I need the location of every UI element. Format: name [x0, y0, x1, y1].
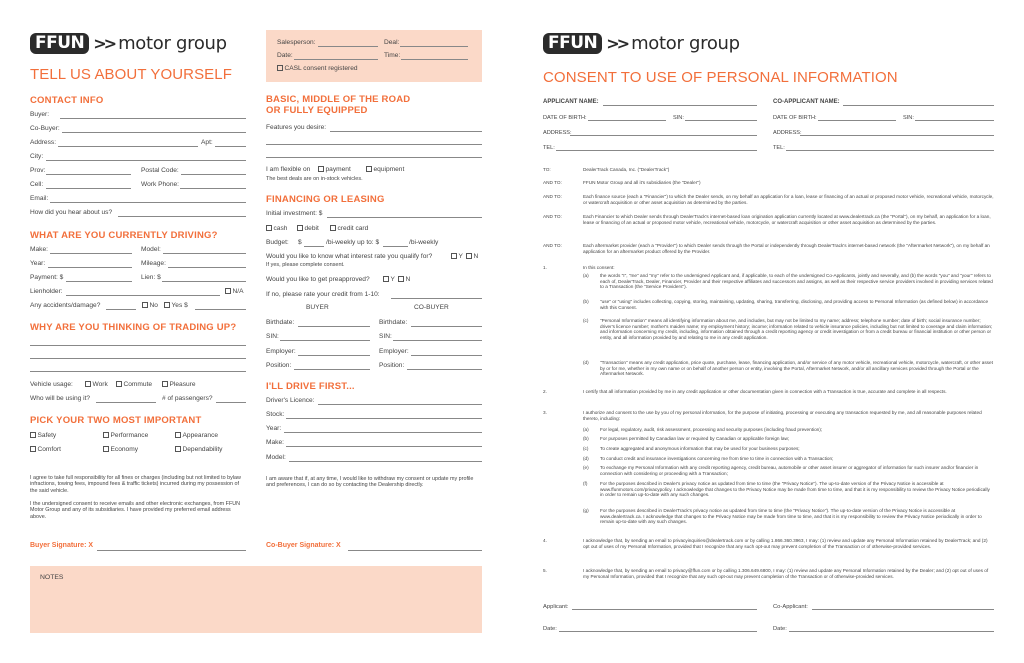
features-label: Features you desire:	[266, 124, 327, 131]
coapplicant-sin-line[interactable]	[915, 120, 994, 121]
clause-3e-text: To exchange my Personal Information with any credit reporting agency, credit bureau, automobile or other asset insurer or aggregator of information for such insurer and/or financier in connection with considering or proceeding with a Transaction;	[600, 465, 979, 476]
coapplicant-address-line[interactable]	[800, 135, 994, 136]
deal-label: Deal:	[384, 39, 400, 46]
important-heading: PICK YOUR TWO MOST IMPORTANT	[30, 415, 202, 426]
apt-line[interactable]	[215, 146, 246, 147]
logo-text-right: motor group	[631, 32, 740, 54]
accidents-amount-line[interactable]	[195, 309, 246, 310]
lien-label: Lien: $	[141, 274, 161, 281]
important-dependability[interactable]: Dependability	[175, 446, 222, 454]
clause-3-number: 3.	[543, 410, 547, 415]
coapplicant-sig-line[interactable]	[812, 609, 994, 610]
applicant-address-label: ADDRESS:	[543, 130, 572, 136]
coapplicant-date-line[interactable]	[789, 631, 994, 632]
party-text-3: Each finance source (each a "Financier") to which the Dealer sends, on my behalf an application for a loan, lease or financing of an actual or proposed motor vehicle, recreational vehicle, motorcycle, or watercraft acquisition or other asset acquisition as determined by the parties.	[583, 194, 994, 205]
applicant-sin-label: SIN:	[673, 115, 684, 121]
accidents-yes-option[interactable]: Yes $	[164, 302, 188, 310]
party-label-1: TO:	[543, 167, 551, 172]
budget-from-line[interactable]	[304, 246, 324, 247]
who-line[interactable]	[96, 402, 156, 403]
clause-5-text: I acknowledge that, by sending an email to privacy@ffun.com or by calling 1.306.649.6800, I may: (1) review and update any Personal Information retained by the Dealer; and (2) opt out of uses of my Personal Information, provided that I recognize that any such opt-out may prevent completion of the Transaction or of otherwise-provided services.	[583, 568, 989, 579]
cobuyer-signature-label: Co-Buyer Signature: X	[266, 542, 341, 549]
notes-box[interactable]	[30, 566, 482, 633]
coapplicant-date-label: Date:	[773, 626, 787, 632]
drive-make-line[interactable]	[286, 446, 482, 447]
driving-heading: WHAT ARE YOU CURRENTLY DRIVING?	[30, 230, 218, 241]
safety-checkbox[interactable]	[30, 432, 36, 438]
trading-line-2[interactable]	[30, 358, 246, 359]
city-label: City:	[30, 153, 44, 160]
drive-heading: I'LL DRIVE FIRST...	[266, 381, 355, 392]
responsibility-text: I agree to take full responsibility for all fines or charges (including but not limited to bylaw infractions, towing fees, impound fees & traffic tickets) incurred during my possession of the said vehicle.	[30, 475, 241, 494]
commute-checkbox[interactable]	[116, 381, 122, 387]
na-option[interactable]: N/A	[225, 288, 244, 296]
ffun-logo	[30, 33, 227, 53]
city-line[interactable]	[46, 160, 246, 161]
clause-1d-text: "Transaction" means any credit application, price quote, purchase, lease, financing application, and/or service of any motor vehicle, recreational vehicle, motorcycle, watercraft, or other asset by or for me, whether in my own name or on behalf of another person or entity, involving the Portal, Aftermarket Network, and/or all ancillary services provided through the Portal or the Aftermarket Network.	[600, 360, 993, 377]
time-line[interactable]	[401, 59, 468, 60]
clause-1d-key: (d)	[583, 360, 589, 365]
usage-commute-option[interactable]: Commute	[116, 381, 152, 389]
important-appearance[interactable]: Appearance	[175, 432, 218, 440]
apt-label: Apt:	[201, 139, 213, 146]
budget-label: Budget:	[266, 239, 289, 246]
party-text-4: Each Financier to which Dealer sends through DealerTrack's internet-based loan origination application currently located at www.dealertrack.ca (the "Portal"), on my behalf, an application for a loan, lease or financing of an actual or proposed motor vehicle, recreational vehicle, motorcycle, or watercraft acquisition or other asset acquisition as determined by the parties.	[583, 214, 991, 225]
important-comfort[interactable]: Comfort	[30, 446, 61, 454]
preapproved-n-option[interactable]: N	[398, 276, 410, 284]
cobuyer-sin-label: SIN:	[379, 333, 392, 340]
drive-year-label: Year:	[266, 425, 282, 432]
stock-label: Stock:	[266, 411, 285, 418]
applicant-date-line[interactable]	[559, 631, 757, 632]
clause-1b-text: "use" or "using" includes collecting, copying, storing, maintaining, updating, sharing, transferring, disclosing, and providing access to Personal Information (as defined below) in accordance with this Consent.	[600, 299, 989, 310]
passengers-line[interactable]	[216, 402, 246, 403]
clause-1b-key: (b)	[583, 299, 589, 304]
clause-5-number: 5.	[543, 568, 547, 573]
clause-3b-key: (b)	[583, 436, 589, 441]
important-safety[interactable]: Safety	[30, 432, 56, 440]
biweekly-label: /bi-weekly	[409, 239, 439, 246]
logo-chevrons-right: >>	[606, 33, 628, 53]
best-deals-note: The best deals are on in-stock vehicles.	[266, 176, 363, 182]
applicant-tel-line[interactable]	[556, 150, 757, 151]
party-text-2: FFUN Motor Group and all it's subsidiaries (the "Dealer")	[583, 180, 701, 185]
address-label: Address:	[30, 139, 57, 146]
logo-text: motor group	[118, 32, 227, 54]
cobuyer-sin-line[interactable]	[393, 340, 482, 341]
cobuyer-label: Co-Buyer:	[30, 125, 60, 132]
flexible-label: I am flexible on	[266, 166, 311, 173]
cobuyer-employer-label: Employer:	[379, 348, 409, 355]
salesperson-line[interactable]	[318, 46, 378, 47]
address-line[interactable]	[58, 146, 198, 147]
page-title-left: TELL US ABOUT YOURSELF	[30, 66, 232, 83]
cobuyer-position-line[interactable]	[407, 369, 482, 370]
year-label: Year:	[30, 260, 46, 267]
applicant-name-label: APPLICANT NAME:	[543, 99, 599, 105]
casl-option[interactable]: CASL consent registered	[277, 65, 358, 73]
clause-2-number: 2.	[543, 389, 547, 394]
cash-checkbox[interactable]	[266, 225, 272, 231]
accidents-line[interactable]	[106, 309, 136, 310]
clause-1c-key: (c)	[583, 318, 589, 323]
cell-line[interactable]	[46, 188, 131, 189]
flex-payment-checkbox[interactable]	[318, 166, 324, 172]
applicant-tel-label: TEL:	[543, 145, 555, 151]
rate-credit-line[interactable]	[391, 298, 482, 299]
economy-checkbox[interactable]	[103, 446, 109, 452]
withdraw-text: I am aware that if, at any time, I would like to withdraw my consent or update my profile and preferences, I can do so by contacting the Dealership directly.	[266, 476, 474, 489]
buyer-employer-label: Employer:	[266, 348, 296, 355]
lienholder-label: Lienholder:	[30, 288, 63, 295]
work-phone-label: Work Phone:	[141, 181, 179, 188]
email-consent-text: I the undersigned consent to receive emails and other electronic exchanges, from FFUN Motor Group and any of its subsidiaries. I have provided my preferred email address above.	[30, 501, 241, 520]
interest-question: Would you like to know what interest rate you qualify for?	[266, 253, 433, 260]
coapplicant-name-line[interactable]	[843, 105, 994, 106]
applicant-dob-line[interactable]	[588, 120, 666, 121]
casl-checkbox[interactable]	[277, 65, 283, 71]
features-line-3[interactable]	[266, 157, 482, 158]
licence-line[interactable]	[318, 404, 482, 405]
buyer-birthdate-line[interactable]	[298, 326, 370, 327]
coapplicant-sin-label: SIN:	[903, 115, 914, 121]
applicant-sig-line[interactable]	[572, 609, 757, 610]
applicant-date-label: Date:	[543, 626, 557, 632]
interest-n-option[interactable]: N	[466, 253, 478, 261]
cobuyer-birthdate-label: Birthdate:	[379, 319, 408, 326]
if-yes-note: If yes, please complete consent.	[266, 262, 345, 268]
applicant-sin-line[interactable]	[685, 120, 757, 121]
budget-to-line[interactable]	[383, 246, 408, 247]
buyer-label: Buyer:	[30, 111, 50, 118]
stock-line[interactable]	[286, 418, 482, 419]
postal-line[interactable]	[181, 174, 246, 175]
clause-1-number: 1.	[543, 265, 547, 270]
lienholder-line[interactable]	[66, 295, 220, 296]
clause-4-text: I acknowledge that, by sending an email to privacyinquiries@dealertrack.com or by calling 1.866.360.3963, I may: (1) review and update any Personal Information retained by DealerTrack; and (2) opt out of uses of my Personal Information, provided that I recognize that any such opt-out may prevent completion of the Transaction or of otherwise-provided services.	[583, 538, 988, 549]
logo-box: FFUN	[30, 33, 89, 54]
buyer-position-label: Position:	[266, 362, 292, 369]
coapplicant-name-label: CO-APPLICANT NAME:	[773, 99, 840, 105]
preapproved-y-option[interactable]: Y	[383, 276, 395, 284]
preapproved-y-checkbox[interactable]	[383, 276, 389, 282]
applicant-dob-label: DATE OF BIRTH:	[543, 115, 587, 121]
model-line[interactable]	[163, 253, 246, 254]
clause-2-text: I certify that all information provided by me in any credit application or other documentation given in connection with a Transaction is true, accurate and complete in all respects.	[583, 389, 947, 394]
make-label: Make:	[30, 246, 48, 253]
features-line-1[interactable]	[330, 131, 482, 132]
page-title-right: CONSENT TO USE OF PERSONAL INFORMATION	[543, 69, 898, 86]
date-line[interactable]	[294, 59, 378, 60]
party-text-1: DealerTrack Canada, Inc. ("DealerTrack")	[583, 167, 670, 172]
notes-label: NOTES	[40, 574, 64, 581]
important-performance[interactable]: Performance	[103, 432, 148, 440]
buyer-signature-line[interactable]	[97, 550, 246, 551]
features-line-2[interactable]	[266, 144, 482, 145]
payment-line[interactable]	[66, 281, 132, 282]
important-economy[interactable]: Economy	[103, 446, 138, 454]
usage-work-option[interactable]: Work	[85, 381, 108, 389]
usage-label: Vehicle usage:	[30, 381, 73, 388]
year-line[interactable]	[48, 267, 132, 268]
financing-heading: FINANCING OR LEASING	[266, 194, 385, 205]
usage-pleasure-option[interactable]: Pleasure	[162, 381, 196, 389]
work-checkbox[interactable]	[85, 381, 91, 387]
party-label-4: AND TO:	[543, 214, 562, 219]
coapplicant-address-label: ADDRESS:	[773, 130, 802, 136]
cobuyer-position-label: Position:	[379, 362, 405, 369]
cobuyer-signature-line[interactable]	[348, 550, 482, 551]
drive-model-label: Model:	[266, 454, 286, 461]
cobuyer-employer-line[interactable]	[411, 355, 482, 356]
credit-option[interactable]: credit card	[330, 225, 368, 233]
debit-option[interactable]: debit	[297, 225, 319, 233]
budget-to-label: /bi-weekly up to: $	[326, 239, 380, 246]
cash-option[interactable]: cash	[266, 225, 287, 233]
clause-1c-text: "Personal Information" means all identifying information about me, and includes, but may not be limited to my name; address; telephone number; date of birth; social insurance number; driver's licence number; mother's maiden name; my employment history; income; information related to vehicle insurance policies, including but not limited to coverage and claim information; and information concerning my credit, including, information obtained through a credit reporting agency or credit investigation or from a credit bureau or financial institution or other person or entity, and all information provided by and relating to me in any credit application.	[600, 318, 993, 340]
clause-3b-text: For purposes permitted by Canadian law or required by Canadian or applicable foreign law;	[600, 436, 790, 441]
initial-line[interactable]	[327, 217, 482, 218]
time-label: Time:	[384, 52, 401, 59]
heard-line[interactable]	[118, 216, 246, 217]
ffun-logo-right	[543, 33, 740, 53]
clause-1a-key: (a)	[583, 273, 589, 278]
clause-3e-key: (e)	[583, 465, 589, 470]
prov-label: Prov:	[30, 167, 46, 174]
clause-3d-key: (d)	[583, 456, 589, 461]
clause-3d-text: To conduct credit and insurance investigations concerning me from time to time in connection with a Transaction;	[600, 456, 834, 461]
party-text-5: Each aftermarket provider (each a "Provider") to which Dealer sends through the Portal or independently through DealerTrack's internet-based network (the "Aftermarket Network"), on my behalf an application for an aftermarket product offered by the Provider.	[583, 243, 990, 254]
budget-dollar: $	[298, 239, 302, 246]
clause-3g-key: (g)	[583, 508, 589, 513]
clause-3-intro: I authorize and consent to the use by you of my personal information, for the purpose of initiating, processing or executing any transaction requested by me, and all reasonable purposes related thereto, including:	[583, 410, 982, 421]
mileage-line[interactable]	[168, 267, 246, 268]
dependability-checkbox[interactable]	[175, 446, 181, 452]
coapplicant-tel-line[interactable]	[786, 150, 994, 151]
applicant-name-line[interactable]	[603, 105, 757, 106]
mileage-label: Mileage:	[141, 260, 166, 267]
email-label: Email:	[30, 195, 49, 202]
party-label-2: AND TO:	[543, 180, 562, 185]
coapplicant-tel-label: TEL:	[773, 145, 785, 151]
clause-3c-text: To create aggregated and anonymous information that may be used for your business purposes;	[600, 446, 800, 451]
trading-line-1[interactable]	[30, 345, 246, 346]
flex-equipment-option[interactable]: equipment	[366, 166, 404, 174]
buyer-employer-line[interactable]	[298, 355, 370, 356]
deal-line[interactable]	[400, 46, 468, 47]
buyer-sin-label: SIN:	[266, 333, 279, 340]
trading-line-3[interactable]	[30, 371, 246, 372]
drive-make-label: Make:	[266, 439, 284, 446]
preapproved-question: Would you like to get preapproved?	[266, 276, 370, 283]
clause-3c-key: (c)	[583, 446, 589, 451]
rate-credit-label: If no, please rate your credit from 1-10:	[266, 291, 380, 298]
appearance-checkbox[interactable]	[175, 432, 181, 438]
accidents-label: Any accidents/damage?	[30, 302, 101, 309]
heard-label: How did you hear about us?	[30, 209, 113, 216]
credit-checkbox[interactable]	[330, 225, 336, 231]
clause-3g-text: For the purposes described in DealerTrack's privacy notice as updated from time to time (the "Privacy Notice"). The up-to-date version of the Privacy Notice is accessible at www.dealertrack.ca. I acknowledge that changes to the Privacy Notice may be made from time to time, and that it is my responsibility to review the Privacy Notice periodically in order to remain up-to-date with any such changes.	[600, 508, 982, 525]
flex-payment-option[interactable]: payment	[318, 166, 351, 174]
cobuyer-birthdate-line[interactable]	[411, 326, 482, 327]
buyer-line[interactable]	[60, 118, 246, 119]
accidents-no-option[interactable]: No	[142, 302, 158, 310]
coapplicant-dob-line[interactable]	[818, 120, 896, 121]
trading-heading: WHY ARE YOU THINKING OF TRADING UP?	[30, 322, 237, 333]
buyer-signature-label: Buyer Signature: X	[30, 542, 94, 549]
logo-chevrons: >>	[93, 33, 115, 53]
licence-label: Driver's Licence:	[266, 397, 315, 404]
work-phone-line[interactable]	[180, 188, 246, 189]
yes-checkbox[interactable]	[164, 302, 170, 308]
make-line[interactable]	[50, 253, 132, 254]
interest-n-checkbox[interactable]	[466, 253, 472, 259]
cell-label: Cell:	[30, 181, 44, 188]
flex-equipment-checkbox[interactable]	[366, 166, 372, 172]
payment-label: Payment: $	[30, 274, 64, 281]
buyer-column-header: BUYER	[306, 304, 329, 311]
coapplicant-dob-label: DATE OF BIRTH:	[773, 115, 817, 121]
dealer-box	[266, 30, 482, 82]
party-label-3: AND TO:	[543, 194, 562, 199]
passengers-label: # of passengers?	[162, 395, 213, 402]
coapplicant-sig-label: Co-Applicant:	[773, 604, 808, 610]
clause-4-number: 4.	[543, 538, 547, 543]
clause-3f-key: (f)	[583, 481, 588, 486]
debit-checkbox[interactable]	[297, 225, 303, 231]
clause-3a-text: For legal, regulatory, audit, risk assessment, processing and security purposes (including fraud prevention);	[600, 427, 823, 432]
postal-label: Postal Code:	[141, 167, 179, 174]
applicant-sig-label: Applicant:	[543, 604, 569, 610]
initial-label: Initial investment: $	[266, 210, 323, 217]
party-label-5: AND TO:	[543, 243, 562, 248]
who-label: Who will be using it?	[30, 395, 91, 402]
logo-box-right: FFUN	[543, 33, 602, 54]
clause-1a-text: the words "I", "me" and "my" refer to the undersigned Applicant and, if applicable, to each of the undersigned Co-Applicants, jointly and severally, and (b) the words "you" and "your" refers to each of, DealerTrack, Dealer, Financier, Provider and their respective affiliates and successors and assigns, as well as their respective service providers involved in providing services related to a Transaction (the "Service Providers").	[600, 273, 993, 290]
comfort-checkbox[interactable]	[30, 446, 36, 452]
drive-model-line[interactable]	[289, 461, 482, 462]
model-label: Model:	[141, 246, 161, 253]
buyer-birthdate-label: Birthdate:	[266, 319, 295, 326]
cobuyer-line[interactable]	[62, 132, 246, 133]
salesperson-label: Salesperson:	[277, 39, 316, 46]
clause-3f-text: For the purposes described in Dealer's privacy notice as updated from time to time (the "Privacy Notice"). The up-to-date version of the Privacy Notice is accessible at www.ffunmotors.com/privacypolicy. I acknowledge that changes to the Privacy Notice may be made from time to time, and that it is my responsibility to review the Privacy Notice periodically in order to remain up-to-date with any such changes.	[600, 481, 990, 498]
cobuyer-column-header: CO-BUYER	[414, 304, 449, 311]
clause-1-intro: In this consent:	[583, 265, 615, 270]
pleasure-checkbox[interactable]	[162, 381, 168, 387]
applicant-address-line[interactable]	[570, 135, 757, 136]
clause-3a-key: (a)	[583, 427, 589, 432]
lien-line[interactable]	[162, 281, 246, 282]
drive-year-line[interactable]	[284, 432, 482, 433]
buyer-position-line[interactable]	[294, 369, 370, 370]
buyer-sin-line[interactable]	[280, 340, 370, 341]
email-line[interactable]	[50, 202, 246, 203]
preapproved-n-checkbox[interactable]	[398, 276, 404, 282]
contact-heading: CONTACT INFO	[30, 95, 104, 106]
na-checkbox[interactable]	[225, 288, 231, 294]
interest-y-checkbox[interactable]	[451, 253, 457, 259]
performance-checkbox[interactable]	[103, 432, 109, 438]
prov-line[interactable]	[46, 174, 131, 175]
no-checkbox[interactable]	[142, 302, 148, 308]
basic-heading: BASIC, MIDDLE OF THE ROAD OR FULLY EQUIPPED	[266, 94, 411, 116]
interest-y-option[interactable]: Y	[451, 253, 463, 261]
date-label: Date:	[277, 52, 293, 59]
